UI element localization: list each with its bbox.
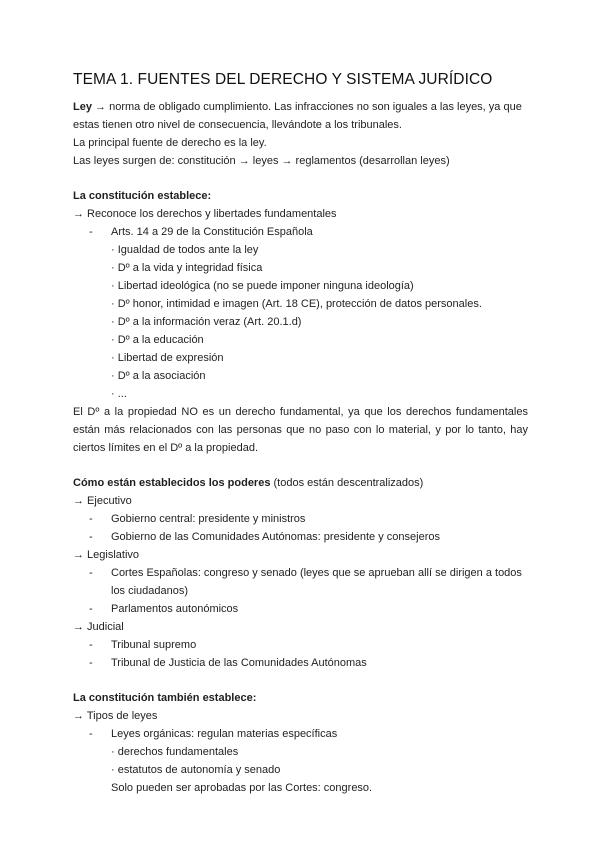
power-label: → Legislativo bbox=[73, 549, 140, 561]
approval-note: Solo pueden ser aprobadas por las Cortes: congreso. bbox=[111, 782, 373, 794]
section3-arrow-item: → Tipos de leyes bbox=[73, 710, 158, 722]
section1-arrow-item: → Reconoce los derechos y libertades fundamentales bbox=[73, 208, 337, 220]
document-page bbox=[73, 70, 528, 797]
dash-mark: - bbox=[89, 531, 93, 543]
ley-def-text: → norma de obligado cumplimiento. Las infracciones no son iguales a las leyes, ya que estas tienen otro nivel de consecuencia, llevándote a los tribunales. bbox=[73, 101, 522, 131]
power-item bbox=[73, 510, 528, 528]
power-item-text: Tribunal de Justicia de las Comunidades Autónomas bbox=[111, 657, 367, 669]
intro-line-2: La principal fuente de derecho es la ley. bbox=[73, 137, 267, 149]
property-paragraph: El Dº a la propiedad NO es un derecho fundamental, ya que los derechos fundamentales están más relacionados con las personas que no paso con lo material, y por lo tanto, hay ciertos límites en el Dº a la propiedad. bbox=[73, 406, 528, 454]
rights-item: · Dº honor, intimidad e imagen (Art. 18 CE), protección de datos personales. bbox=[111, 298, 482, 310]
power-item bbox=[73, 636, 528, 654]
section3-heading: La constitución también establece: bbox=[73, 692, 257, 704]
dash-mark: - bbox=[89, 513, 93, 525]
ley-definition bbox=[73, 98, 528, 134]
rights-item: · ... bbox=[111, 388, 127, 400]
power-item bbox=[73, 654, 528, 672]
power-label: → Ejecutivo bbox=[73, 495, 132, 507]
power-item bbox=[73, 528, 528, 546]
dash-mark: - bbox=[89, 657, 93, 669]
rights-item: · Libertad de expresión bbox=[111, 352, 224, 364]
power-item bbox=[73, 564, 528, 600]
power-item-text: Gobierno central: presidente y ministros bbox=[111, 513, 306, 525]
section3-dash-item bbox=[73, 725, 528, 743]
section2-heading bbox=[73, 474, 528, 492]
power-item-text: Parlamentos autonómicos bbox=[111, 603, 239, 615]
ley-term: Ley bbox=[73, 101, 92, 113]
section1-dash-text: Arts. 14 a 29 de la Constitución Española bbox=[111, 226, 313, 238]
rights-item: · Dº a la asociación bbox=[111, 370, 206, 382]
page-title: TEMA 1. FUENTES DEL DERECHO Y SISTEMA JURÍDICO bbox=[73, 71, 493, 88]
organic-law-item: · estatutos de autonomía y senado bbox=[111, 764, 281, 776]
rights-item: · Libertad ideológica (no se puede imponer ninguna ideología) bbox=[111, 280, 414, 292]
rights-item: · Dº a la vida y integridad física bbox=[111, 262, 263, 274]
dash-mark: - bbox=[89, 226, 93, 238]
power-item bbox=[73, 600, 528, 618]
power-item-text: Cortes Españolas: congreso y senado (leyes que se aprueban allí se dirigen a todos los ciudadanos) bbox=[111, 567, 522, 597]
power-item-text: Gobierno de las Comunidades Autónomas: presidente y consejeros bbox=[111, 531, 440, 543]
organic-law-item: · derechos fundamentales bbox=[111, 746, 239, 758]
section3-dash-text: Leyes orgánicas: regulan materias específicas bbox=[111, 728, 338, 740]
section2-heading-bold: Cómo están establecidos los poderes bbox=[73, 477, 271, 489]
dash-mark: - bbox=[89, 728, 93, 740]
intro-line-3: Las leyes surgen de: constitución → leyes → reglamentos (desarrollan leyes) bbox=[73, 155, 450, 167]
dash-mark: - bbox=[89, 639, 93, 651]
power-label: → Judicial bbox=[73, 621, 124, 633]
section2-heading-rest: (todos están descentralizados) bbox=[270, 477, 424, 489]
dash-mark: - bbox=[89, 567, 93, 579]
power-item-text: Tribunal supremo bbox=[111, 639, 197, 651]
rights-item: · Igualdad de todos ante la ley bbox=[111, 244, 259, 256]
dash-mark: - bbox=[89, 603, 93, 615]
section1-dash-item bbox=[73, 223, 528, 241]
rights-item: · Dº a la información veraz (Art. 20.1.d) bbox=[111, 316, 302, 328]
rights-item: · Dº a la educación bbox=[111, 334, 204, 346]
section1-heading: La constitución establece: bbox=[73, 190, 212, 202]
